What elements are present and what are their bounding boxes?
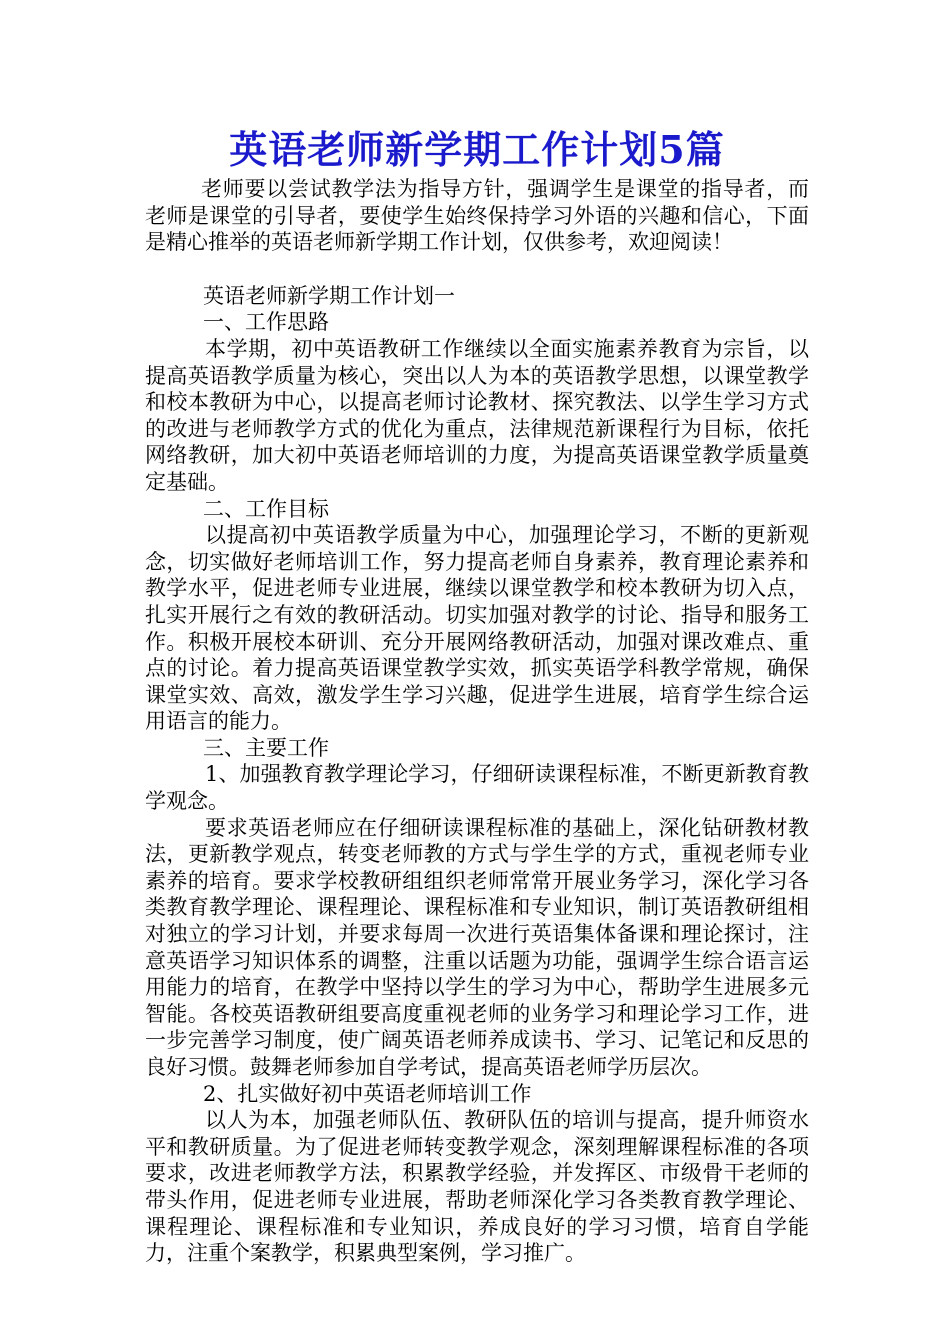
paragraph-gap xyxy=(145,256,809,283)
document-title: 英语老师新学期工作计划5篇 xyxy=(229,127,725,172)
section-body-2: 以提高初中英语教学质量为中心，加强理论学习，不断的更新观念，切实做好老师培训工作，努力提高老师自身素养，教育理论素养和教学水平，促进老师专业进展，继续以课堂教学和校本教研为切入点，扎实开展行之有效的教研活动。切实加强对教学的讨论、指导和服务工作。积极开展校本研训、充分开展网络教研活动，加强对课改难点、重点的讨论。着力提高英语课堂教学实效，抓实英语学科教学常规，确保课堂实效、高效，激发学生学习兴趣，促进学生进展，培育学生综合运用语言的能力。 xyxy=(145,523,809,734)
intro-paragraph: 老师要以尝试教学法为指导方针，强调学生是课堂的指导者，而老师是课堂的引导者，要使学生始终保持学习外语的兴趣和信心，下面是精心推举的英语老师新学期工作计划，仅供参考，欢迎阅读！ xyxy=(145,177,809,255)
item-heading-1: 1、加强教育教学理论学习，仔细研读课程标准，不断更新教育教学观念。 xyxy=(145,762,809,814)
plan-heading: 英语老师新学期工作计划一 xyxy=(203,283,455,308)
item-body-1: 要求英语老师应在仔细研读课程标准的基础上，深化钻研教材教法，更新教学观点，转变老师教的方式与学生学的方式，重视老师专业素养的培育。要求学校教研组组织老师常常开展业务学习，深化学习各类教育教学理论、课程理论、课程标准和专业知识，制订英语教研组相对独立的学习计划，并要求每周一次进行英语集体备课和理论探讨，注意英语学习知识体系的调整，注重以话题为功能，强调学生综合语言运用能力的培育，在教学中坚持以学生的学习为中心，帮助学生进展多元智能。各校英语教研组要高度重视老师的业务学习和理论学习工作，进一步完善学习制度，使广阔英语老师养成读书、学习、记笔记和反思的良好习惯。鼓舞老师参加自学考试，提高英语老师学历层次。 xyxy=(145,815,809,1079)
section-heading-3: 三、主要工作 xyxy=(203,735,329,760)
item-heading-2: 2、扎实做好初中英语老师培训工作 xyxy=(203,1081,532,1106)
item-body-2: 以人为本，加强老师队伍、教研队伍的培训与提高，提升师资水平和教研质量。为了促进老师转变教学观念，深刻理解课程标准的各项要求，改进老师教学方法，积累教学经验，并发挥区、市级骨干老师的带头作用，促进老师专业进展，帮助老师深化学习各类教育教学理论、课程理论、课程标准和专业知识，养成良好的学习习惯，培育自学能力，注重个案教学，积累典型案例，学习推广。 xyxy=(145,1108,809,1266)
section-heading-1: 一、工作思路 xyxy=(203,310,329,335)
section-heading-2: 二、工作目标 xyxy=(203,496,329,521)
document-page xyxy=(145,124,809,1267)
section-body-1: 本学期，初中英语教研工作继续以全面实施素养教育为宗旨，以提高英语教学质量为核心，突出以人为本的英语教学思想，以课堂教学和校本教研为中心，以提高老师讨论教材、探究教法、以学生学习方式的改进与老师教学方式的优化为重点，法律规范新课程行为目标，依托网络教研，加大初中英语老师培训的力度，为提高英语课堂教学质量奠定基础。 xyxy=(145,336,809,494)
